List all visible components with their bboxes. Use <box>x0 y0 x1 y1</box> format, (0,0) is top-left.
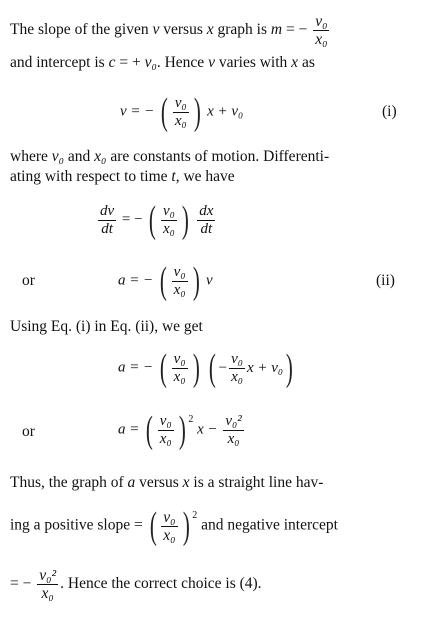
equation-rhs: x + v₀ <box>207 103 244 120</box>
equation-2 <box>118 261 213 301</box>
symbol-m: m <box>270 21 283 39</box>
denominator: x₀ <box>315 31 328 48</box>
equation-4 <box>118 410 246 450</box>
fraction-dx-dt <box>197 204 215 237</box>
denominator: dt <box>200 220 213 237</box>
text-line-4 <box>10 168 235 186</box>
denominator: x₀ <box>174 112 187 129</box>
symbol-v0: v₀ <box>144 54 157 71</box>
symbol-x: x <box>182 474 190 491</box>
exponent: 2 <box>192 510 198 521</box>
denominator: x₀ <box>163 526 176 544</box>
symbol-x: x <box>291 54 299 71</box>
numerator: v₀ <box>159 412 172 429</box>
text-segment: , we have <box>175 168 235 185</box>
parenthesized-fraction: ( $\frac{\text{v₀}}{\text{x₀}}$ ) 2 <box>145 409 194 451</box>
numerator: v₀ <box>174 94 187 111</box>
denominator: x₀ <box>163 220 175 237</box>
denominator: x₀ <box>173 368 186 385</box>
fraction-v0sq-over-x0 <box>37 568 58 601</box>
text-segment: ing a positive slope = <box>10 516 143 534</box>
text-segment: where <box>10 148 52 165</box>
fraction-v0-over-x0 <box>313 14 329 47</box>
text-line-8 <box>10 568 262 601</box>
parenthesized-fraction: ( $\frac{\text{v₀}}{\text{x₀}}$ ) 2 <box>149 505 198 547</box>
or-label: or <box>22 272 35 289</box>
expression-tail: x + v₀ <box>246 360 284 376</box>
text-segment: The slope of the given <box>10 21 153 39</box>
symbol-t: t <box>171 168 176 185</box>
equation-label-2: (ii) <box>376 272 395 289</box>
text-line-6 <box>10 474 323 492</box>
numerator: v₀ <box>173 350 186 367</box>
fraction-dv-dt <box>98 204 116 237</box>
numerator: v₀ <box>231 350 243 367</box>
denominator: x₀ <box>159 430 172 447</box>
equation-lhs: a = − <box>118 272 154 289</box>
equation-label-1: (i) <box>382 103 397 120</box>
numerator: v₀² <box>225 412 242 429</box>
text-line-2 <box>10 54 315 72</box>
symbol-a: a <box>127 474 136 491</box>
symbol-v0: v₀ <box>51 148 65 165</box>
parenthesized-fraction: ( $\frac{\text{v₀}}{\text{x₀}}$ ) <box>149 199 189 241</box>
text-segment: is a straight line hav- <box>189 474 324 491</box>
numerator: v₀ <box>173 263 186 280</box>
text-segment: and intercept is <box>10 54 109 71</box>
numerator: dv <box>100 202 115 219</box>
text-segment: varies with <box>214 54 292 71</box>
text-segment: . Hence <box>156 54 209 71</box>
symbol-c: c <box>108 54 116 71</box>
symbol-v: v <box>152 21 160 39</box>
text-segment: versus <box>159 21 207 39</box>
minus-sign: − <box>218 360 228 376</box>
text-segment: = + <box>115 54 145 71</box>
numerator: v₀² <box>39 567 57 584</box>
text-segment: are constants of motion. Differenti- <box>106 148 330 165</box>
text-line-5: Using Eq. (i) in Eq. (ii), we get <box>10 318 203 335</box>
text-segment: and <box>64 148 95 165</box>
parenthesized-fraction: ( $\frac{\text{v₀}}{\text{x₀}}$ ) <box>159 260 200 302</box>
equation-lhs: a = <box>118 421 140 438</box>
text-segment: . Hence the correct choice is (4). <box>60 575 262 593</box>
equation-lhs: v = − <box>120 103 155 120</box>
text-line-1 <box>10 14 331 47</box>
text-segment: versus <box>135 474 183 491</box>
parenthesized-fraction: ( $\frac{\text{v₀}}{\text{x₀}}$ ) <box>159 347 200 389</box>
denominator: x₀ <box>41 585 54 602</box>
parenthesized-expression: ( − $\frac{\text{v₀}}{\text{x₀}}$ x + v₀ ) <box>208 347 293 389</box>
numerator: v₀ <box>315 13 328 30</box>
fraction-v0sq-over-x0 <box>223 414 243 447</box>
equation-1 <box>120 92 243 132</box>
symbol-x: x <box>206 21 214 39</box>
text-segment: as <box>298 54 315 71</box>
equation-3 <box>118 348 296 388</box>
equation-derivative <box>96 200 217 240</box>
parenthesized-fraction: ( $\frac{\text{v₀}}{\text{x₀}}$ ) <box>161 91 201 133</box>
denominator: x₀ <box>227 430 240 447</box>
denominator: x₀ <box>173 281 186 298</box>
equation-rhs: v <box>205 272 213 289</box>
numerator: v₀ <box>163 202 175 219</box>
text-segment: graph is <box>213 21 271 39</box>
equals-minus: = − <box>121 211 143 228</box>
text-line-3 <box>10 148 329 166</box>
numerator: dx <box>199 202 214 219</box>
exponent: 2 <box>188 414 194 425</box>
symbol-v: v <box>208 54 215 71</box>
equation-mid: x − <box>197 421 218 438</box>
text-segment: and negative intercept <box>201 516 338 534</box>
text-segment: Thus, the graph of <box>10 474 128 491</box>
text-segment: ating with respect to time <box>10 168 172 185</box>
denominator: dt <box>101 220 113 237</box>
equation-lhs: a = − <box>118 359 154 376</box>
denominator: x₀ <box>231 368 243 385</box>
numerator: v₀ <box>163 508 176 526</box>
symbol-x0: x₀ <box>94 148 107 165</box>
equals-minus: = − <box>10 575 32 593</box>
or-label: or <box>22 423 35 440</box>
text-line-7 <box>10 506 338 546</box>
text-segment: = − <box>282 21 312 39</box>
